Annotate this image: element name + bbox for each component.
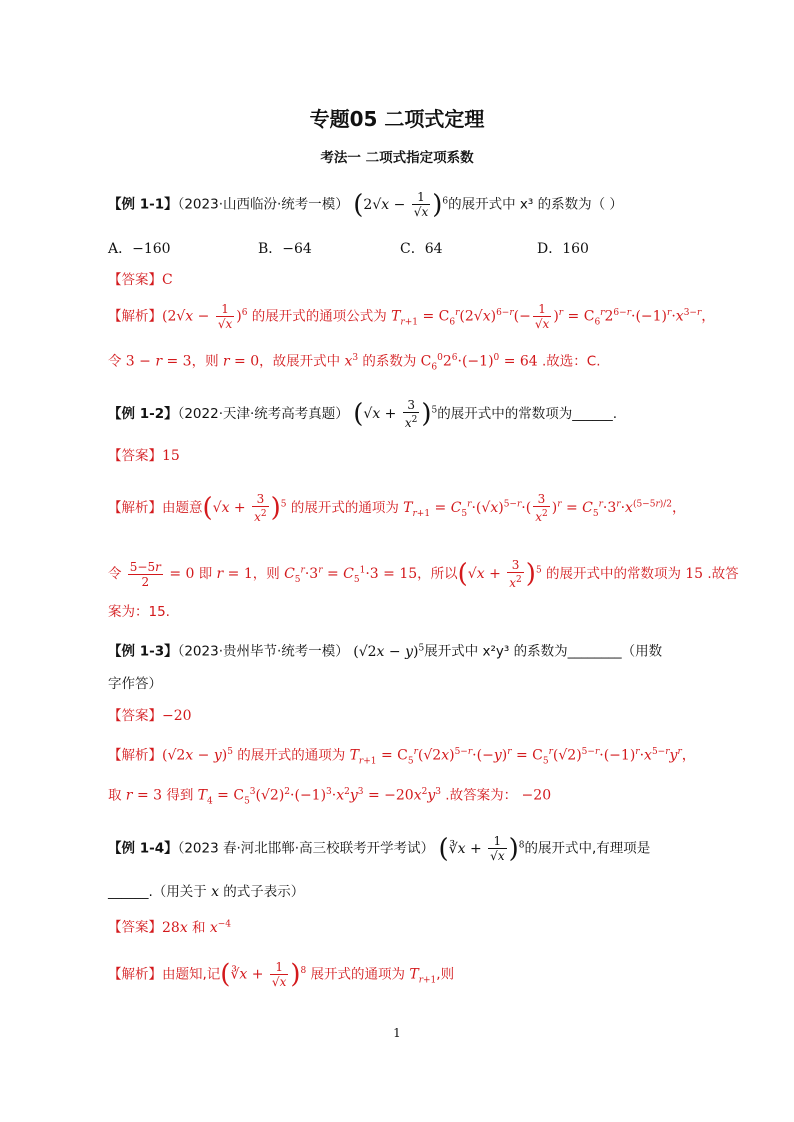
example-1-2-question — [108, 398, 617, 430]
choice-a: A．−160 — [108, 241, 171, 257]
answer-line — [108, 270, 173, 290]
analysis-line: 取 r = 3 得到 $T_4 = C_5^3(√2)^2\cdot(-1)^3\cdot x^2y^3 = -20x^2y^3$ .故答案为： −20 — [108, 787, 552, 807]
choice-c: C．64 — [400, 241, 443, 257]
analysis-line: 令 $\frac{5-5r}{2}$ = 0 即 r = 1，则 $C_5^r\cdot 3^r = C_5^1\cdot 3 = 15$，所以(√x + $\frac{3}{x^2}$ )$^5$ 的展开式中的常数项为 15 .故答 — [108, 558, 739, 590]
page-number: 1 — [393, 1026, 401, 1040]
example-text: 的展开式中 x³ 的系数为（ ） — [448, 196, 623, 213]
example-text: 展开式中 x²y³ 的系数为________（用数 — [424, 643, 663, 660]
example-expression: (∛x + $\frac{1}{√x}$ )$^8$ — [438, 833, 525, 864]
answer-label: 【答案】 — [108, 272, 162, 288]
analysis-label: 【解析】 — [108, 308, 162, 325]
example-1-1-question — [108, 190, 623, 219]
example-expression: (√x + $\frac{3}{x^2}$ )$^5$ — [353, 398, 438, 430]
answer-label: 【答案】 — [108, 919, 162, 936]
example-label: 【例 1-1】 — [108, 196, 178, 213]
answer-value: C — [162, 272, 173, 288]
example-source: （2022·天津·统考高考真题） — [177, 406, 349, 422]
answer-line: 【答案】28x 和 $x^{-4}$ — [108, 919, 232, 936]
example-expression: $(√2x - y)^5$ — [353, 643, 425, 660]
choice-b: B．−64 — [258, 241, 312, 257]
example-expression: (2√x − $\frac{1}{√x}$ )$^6$ — [353, 189, 449, 220]
example-source: （2023·贵州毕节·统考一模） — [177, 643, 349, 660]
analysis-line: 【解析】(2√x − $\frac{1}{√x}$ )$^6$ 的展开式的通项公式为 $T_{r+1} = C_6^r(2√x)^{6-r}(-$ $\frac{1}{√x}$ )$^r = C_6^r2^{6-r}\cdot(-1)^r\cdot x^{3-r}$， — [108, 302, 716, 331]
example-1-3-question — [108, 638, 662, 662]
choice-d: D．160 — [537, 241, 589, 257]
analysis-line: 【解析】$(√2x - y)^5$ 的展开式的通项为 $T_{r+1} = C_5^r(√2x)^{5-r}\cdot(-y)^r = C_5^r(√2)^{5-r}\cdot(-1)^r\cdot x^{5-r}y^r$， — [108, 747, 696, 767]
answer-line — [108, 706, 192, 726]
analysis-line: 【解析】由题知,记(∛x + $\frac{1}{√x}$ )$^8$ 展开式的通项为 $T_{r+1}$,则 — [108, 959, 455, 990]
answer-value: 15 — [162, 448, 180, 464]
example-source: （2023 春·河北邯郸·高三校联考开学考试） — [177, 840, 435, 857]
example-text-cont: ______.（用关于 x 的式子表示） — [108, 884, 305, 900]
section-subtitle: 考法一 二项式指定项系数 — [320, 150, 474, 166]
example-1-4-question — [108, 834, 650, 863]
analysis-label: 【解析】 — [108, 747, 162, 764]
analysis-line: 案为：15. — [108, 604, 170, 620]
analysis-line: 【解析】由题意(√x + $\frac{3}{x^2}$ )$^5$ 的展开式的通项为 $T_{r+1} = C_5^r\cdot(√x)^{5-r}\cdot$( $\frac{3}{x^2}$ )$^r = C_5^r\cdot 3^r\cdot x^{(5-5r)/2}$， — [108, 492, 687, 524]
example-label: 【例 1-3】 — [108, 643, 178, 660]
analysis-label: 【解析】 — [108, 500, 162, 516]
example-text-cont: 字作答） — [108, 676, 162, 692]
example-label: 【例 1-4】 — [108, 840, 178, 857]
example-source: （2023·山西临汾·统考一模） — [177, 196, 349, 213]
example-label: 【例 1-2】 — [108, 406, 178, 422]
example-text: 的展开式中,有理项是 — [524, 840, 651, 857]
answer-label: 【答案】 — [108, 708, 162, 724]
answer-label: 【答案】 — [108, 448, 162, 464]
analysis-line: 令 3 − r = 3，则 r = 0，故展开式中 $x^3$ 的系数为 $C_6^02^6\cdot(-1)^0 = 64$ .故选：C. — [108, 353, 601, 373]
analysis-label: 【解析】 — [108, 966, 162, 983]
example-text: 的展开式中的常数项为______. — [437, 406, 618, 422]
page-title: 专题05 二项式定理 — [309, 107, 485, 131]
answer-value: −20 — [162, 708, 192, 724]
answer-line — [108, 446, 180, 466]
